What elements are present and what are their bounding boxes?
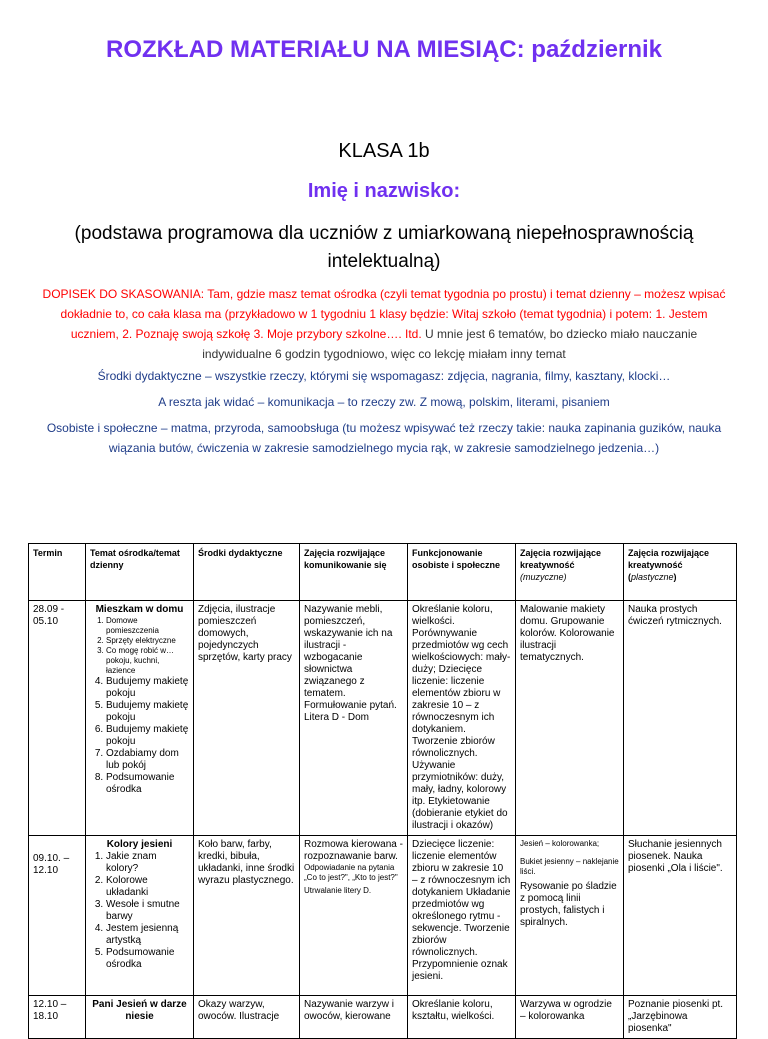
- delete-note: [40, 284, 728, 364]
- row-temat: [86, 601, 194, 836]
- header-komunikowanie: Zajęcia rozwijające komunikowanie się: [300, 544, 408, 601]
- row-plastyczne: Nauka prostych ćwiczeń rytmicznych.: [624, 601, 737, 836]
- row-termin-text: 09.10. – 12.10: [33, 853, 70, 876]
- name-label: Imię i nazwisko:: [307, 180, 461, 202]
- header-plastyczne-sub-wrap: (plastyczne): [628, 572, 677, 582]
- temat-item: 4. Jestem jesienną artystką: [106, 923, 189, 947]
- table-header-row: [29, 544, 737, 601]
- row-funkcjonowanie: Dziecięce liczenie: liczenie elementów zbioru w zakresie 10 – z równoczesnym ich dotykaniem Układanie przedmiotów wg określonego rytmu - sekwencje. Tworzenie zbiorów równolicznych. Przypomnienie oznak jesieni.: [408, 836, 516, 996]
- row-srodki: Okazy warzyw, owoców. Ilustracje: [194, 996, 300, 1039]
- komunikowanie-main: Rozmowa kierowana - rozpoznawanie barw.: [304, 839, 403, 862]
- temat-item: 2. Kolorowe układanki: [106, 875, 189, 899]
- header-temat: Temat ośrodka/temat dzienny: [86, 544, 194, 601]
- header-muzyczne-sub: (muzyczne): [520, 572, 567, 582]
- row-funkcjonowanie: Określanie koloru, wielkości. Porównywanie przedmiotów wg cech wielkościowych: mały-duży; Dziecięce liczenie: liczenie elementów zbioru w zakresie 10 – z równoczesnym ich dotykaniem. Tworzenie zbiorów równolicznych. Używanie przymiotników: duży, mały, ładny, kolorowy itp. Etykietowanie (dobieranie etykiet do ilustracji i okazów): [408, 601, 516, 836]
- row-komunikowanie: Nazywanie mebli, pomieszczeń, wskazywanie ich na ilustracji - wzbogacanie słownictwa związanego z tematem. Formułowanie pytań. Litera D - Dom: [300, 601, 408, 836]
- row-muzyczne: [516, 836, 624, 996]
- komunikowanie-small: Odpowiadanie na pytania „Co to jest?", „Kto to jest?": [304, 863, 398, 882]
- row-funkcjonowanie: Określanie koloru, kształtu, wielkości.: [408, 996, 516, 1039]
- row-muzyczne: Warzywa w ogrodzie – kolorowanka: [516, 996, 624, 1039]
- row-plastyczne: Słuchanie jesiennych piosenek. Nauka piosenki „Ola i liście".: [624, 836, 737, 996]
- row-srodki: Zdjęcia, ilustracje pomieszczeń domowych, pojedynczych sprzętów, karty pracy: [194, 601, 300, 836]
- note-reszta: A reszta jak widać – komunikacja – to rzeczy zw. Z mową, polskim, literami, pisaniem: [158, 395, 610, 409]
- header-funkcjonowanie: Funkcjonowanie osobiste i społeczne: [408, 544, 516, 601]
- temat-item: 2. Sprzęty elektryczne: [106, 636, 189, 646]
- row-temat: [86, 836, 194, 996]
- muzyczne-small: Bukiet jesienny – naklejanie liści.: [520, 857, 619, 876]
- temat-title: Mieszkam w domu: [95, 604, 184, 615]
- row-termin: 28.09 - 05.10: [29, 601, 86, 836]
- curriculum-basis: (podstawa programowa dla uczniów z umiarkowaną niepełnosprawnością intelektualną): [74, 223, 694, 272]
- header-muzyczne-label: Zajęcia rozwijające kreatywność: [520, 548, 602, 570]
- row-muzyczne: Malowanie makiety domu. Grupowanie kolorów. Kolorowanie ilustracji tematycznych.: [516, 601, 624, 836]
- page-title: ROZKŁAD MATERIAŁU NA MIESIĄC: październik: [106, 36, 662, 63]
- temat-item: 7. Ozdabiamy dom lub pokój: [106, 748, 189, 772]
- temat-item: 1. Domowe pomieszczenia: [106, 616, 189, 636]
- table-row: [29, 601, 737, 836]
- header-plastyczne-sub: plastyczne: [631, 572, 674, 582]
- temat-item: 3. Co mogę robić w… pokoju, kuchni, łazience: [106, 646, 189, 676]
- header-plastyczne: [624, 544, 737, 601]
- row-plastyczne: Poznanie piosenki pt. „Jarzębinowa piosenka": [624, 996, 737, 1039]
- row-termin: 12.10 – 18.10: [29, 996, 86, 1039]
- note-srodki: Środki dydaktyczne – wszystkie rzeczy, którymi się wspomagasz: zdjęcia, nagrania, filmy, kasztany, klocki…: [97, 369, 671, 383]
- row-komunikowanie: [300, 836, 408, 996]
- temat-item: 3. Wesołe i smutne barwy: [106, 899, 189, 923]
- class-label: KLASA 1b: [338, 140, 430, 162]
- temat-item: 8. Podsumowanie ośrodka: [106, 772, 189, 796]
- note-osobiste: Osobiste i społeczne – matma, przyroda, samoobsługa (tu możesz wpisywać też rzeczy takie: nauka zapinania guzików, nauka wiązania butów, ćwiczenia w zakresie samodzielnego mycia rąk, w zakresie samodzielnego jedzenia…): [46, 421, 722, 455]
- delete-note-dark: U mnie jest 6 tematów, bo dziecko miało nauczanie indywidualne 6 godzin tygodniowo, więc co lekcję miałam inny temat: [202, 327, 698, 361]
- header-termin: Termin: [29, 544, 86, 601]
- temat-item: 5. Budujemy makietę pokoju: [106, 700, 189, 724]
- header-plastyczne-label: Zajęcia rozwijające kreatywność: [628, 548, 710, 570]
- komunikowanie-small: Utrwalanie litery D.: [304, 886, 372, 895]
- row-komunikowanie: Nazywanie warzyw i owoców, kierowane: [300, 996, 408, 1039]
- temat-item: 5. Podsumowanie ośrodka: [106, 947, 189, 971]
- delete-note-red: DOPISEK DO SKASOWANIA: Tam, gdzie masz temat ośrodka (czyli temat tygodnia po prostu) i temat dzienny – możesz wpisać dokładnie to, co cała klasa ma (przykładowo w 1 tygodniu 1 klasy będzie: Witaj szkoło (temat tygodnia) i potem: 1. Jestem uczniem, 2. Poznaję swoją szkołę 3. Moje przybory szkolne…. Itd.: [42, 287, 726, 341]
- table-row: [29, 996, 737, 1039]
- temat-item: 1. Jakie znam kolory?: [106, 851, 189, 875]
- temat-item: 6. Budujemy makietę pokoju: [106, 724, 189, 748]
- header-muzyczne: [516, 544, 624, 601]
- temat-title: Kolory jesieni: [106, 839, 173, 850]
- muzyczne-small: Jesień – kolorowanka;: [520, 839, 600, 848]
- row-temat: Pani Jesień w darze niesie: [86, 996, 194, 1039]
- header-srodki: Środki dydaktyczne: [194, 544, 300, 601]
- muzyczne-main: Rysowanie po śladzie z pomocą linii prostych, falistych i spiralnych.: [520, 881, 617, 928]
- row-termin: [29, 836, 86, 996]
- schedule-table: [28, 543, 737, 1039]
- table-row: [29, 836, 737, 996]
- row-srodki: Koło barw, farby, kredki, bibuła, układanki, inne środki wyrazu plastycznego.: [194, 836, 300, 996]
- temat-item: 4. Budujemy makietę pokoju: [106, 676, 189, 700]
